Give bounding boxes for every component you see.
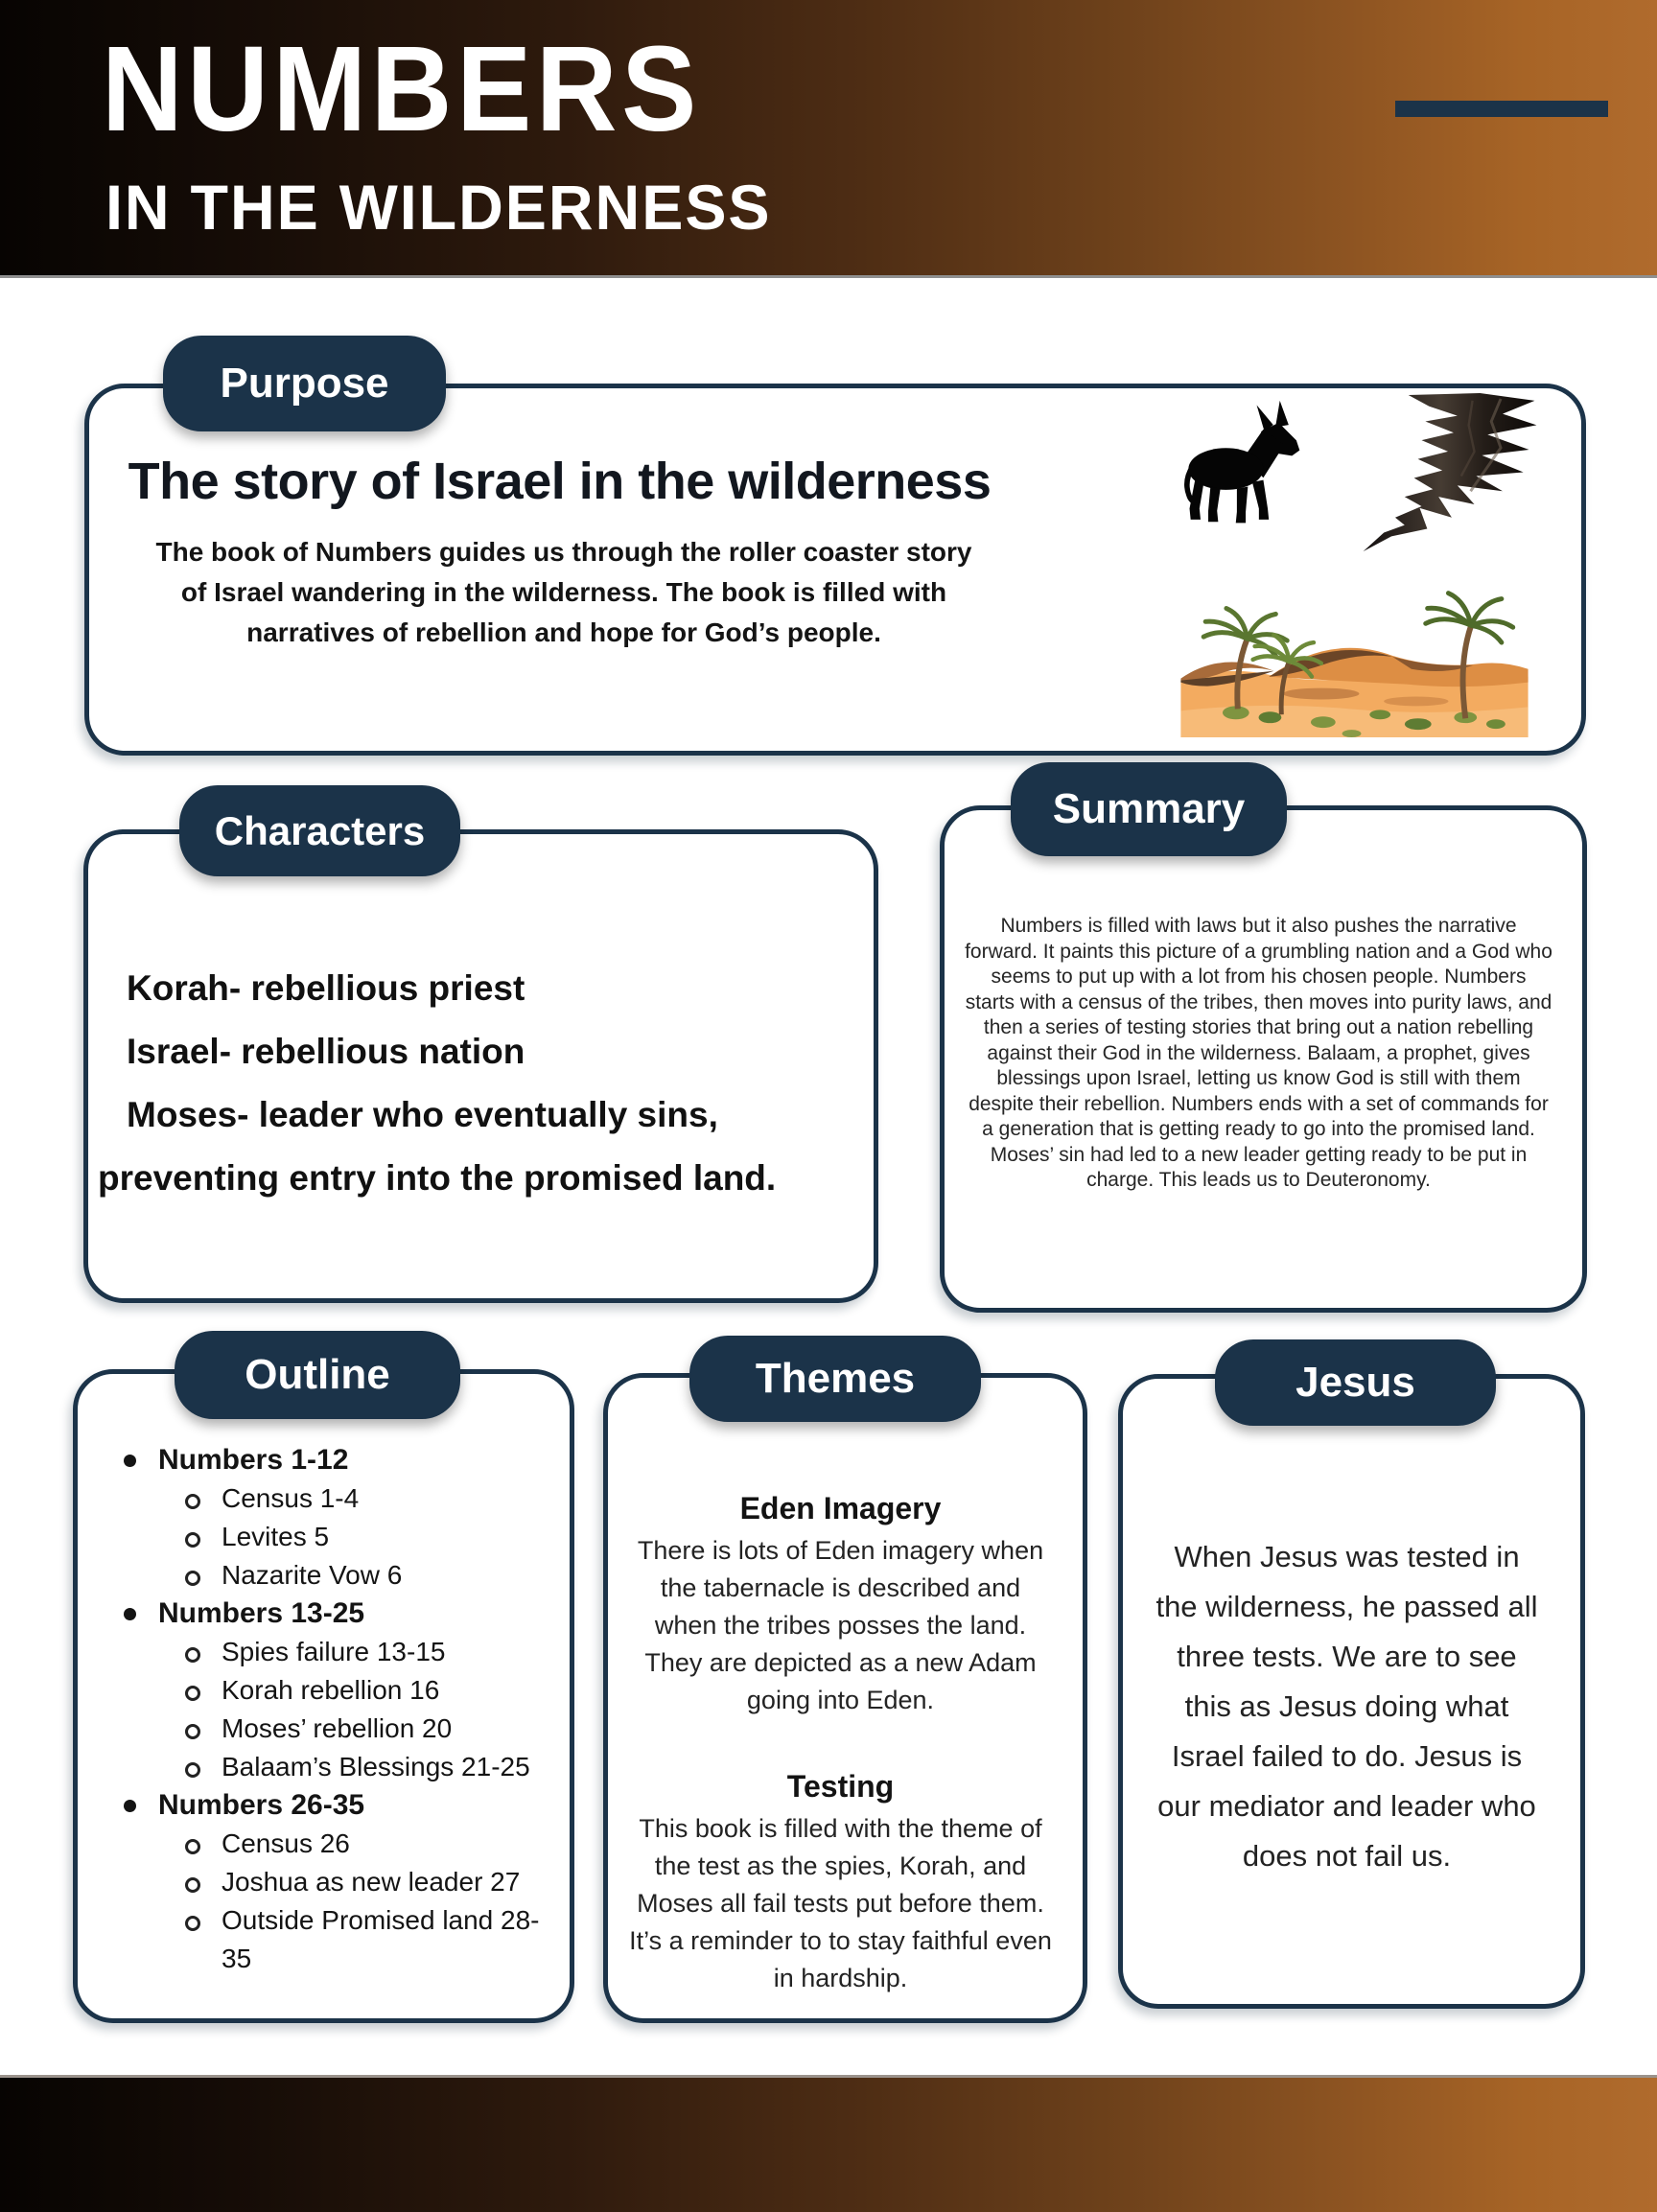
page-subtitle: IN THE WILDERNESS bbox=[105, 172, 772, 243]
outline-item-text: Levites 5 bbox=[222, 1522, 330, 1551]
purpose-body-text: The book of Numbers guides us through the roller coaster story of Israel wandering in the wilderness. The book is filled with narratives of rebellion and hope for God’s people. bbox=[155, 537, 972, 647]
outline-item-text: Census 26 bbox=[222, 1828, 350, 1858]
character-line: Moses- leader who eventually sins, bbox=[127, 1095, 718, 1134]
circle-bullet-icon bbox=[185, 1571, 200, 1586]
outline-item bbox=[78, 1479, 570, 1518]
outline-item bbox=[78, 1710, 570, 1748]
characters-pill bbox=[179, 785, 460, 876]
outline-pill bbox=[175, 1331, 460, 1419]
page-title: NUMBERS bbox=[102, 21, 701, 156]
circle-bullet-icon bbox=[185, 1877, 200, 1893]
outline-section-title bbox=[78, 1441, 570, 1479]
outline-item-text: Census 1-4 bbox=[222, 1483, 360, 1513]
characters-card bbox=[83, 807, 878, 1303]
outline-item-text: Nazarite Vow 6 bbox=[222, 1560, 403, 1590]
circle-bullet-icon bbox=[185, 1916, 200, 1931]
purpose-heading: The story of Israel in the wilderness bbox=[128, 453, 992, 510]
footer-banner bbox=[0, 2075, 1657, 2212]
themes-pill-label: Themes bbox=[755, 1355, 916, 1402]
jesus-body-text: When Jesus was tested in the wilderness, he passed all three tests. We are to see this as Jesus doing what Israel failed to do. Jesus is our mediator and leader who does not fail us. bbox=[1155, 1540, 1538, 1873]
outline-section-title-text: Numbers 13-25 bbox=[158, 1597, 365, 1629]
summary-pill bbox=[1011, 762, 1287, 856]
theme-body-text: This book is filled with the theme of the test as the spies, Korah, and Moses all fail tests put before them. It’s a reminder to to stay faithful even in hardship. bbox=[629, 1814, 1052, 1992]
characters-text bbox=[88, 957, 874, 1210]
themes-card bbox=[603, 1355, 1087, 2023]
desert-oasis-icon bbox=[1176, 559, 1533, 739]
outline-item-text: Moses’ rebellion 20 bbox=[222, 1713, 453, 1743]
outline-item bbox=[78, 1556, 570, 1595]
jesus-pill bbox=[1215, 1339, 1496, 1426]
jesus-pill-label: Jesus bbox=[1295, 1359, 1415, 1406]
purpose-pill-label: Purpose bbox=[220, 360, 389, 407]
bullet-icon bbox=[124, 1800, 136, 1812]
character-line: Israel- rebellious nation bbox=[127, 1032, 525, 1071]
character-line: Korah- rebellious priest bbox=[127, 968, 525, 1008]
circle-bullet-icon bbox=[185, 1647, 200, 1663]
themes-pill bbox=[689, 1336, 981, 1422]
outline-item bbox=[78, 1748, 570, 1786]
theme-title: Testing bbox=[786, 1769, 895, 1804]
outline-section-title bbox=[78, 1786, 570, 1825]
canyon-crack-icon bbox=[1358, 393, 1540, 558]
outline-section-title-text: Numbers 1-12 bbox=[158, 1444, 349, 1476]
purpose-card bbox=[84, 360, 1586, 756]
outline-item bbox=[78, 1863, 570, 1901]
outline-item bbox=[78, 1901, 570, 1978]
outline-item bbox=[78, 1825, 570, 1863]
outline-card bbox=[73, 1351, 574, 2023]
donkey-icon bbox=[1171, 396, 1319, 533]
outline-list bbox=[78, 1441, 570, 1978]
jesus-card bbox=[1118, 1359, 1585, 2009]
circle-bullet-icon bbox=[185, 1494, 200, 1509]
outline-item-text: Spies failure 13-15 bbox=[222, 1637, 446, 1666]
outline-section-title-text: Numbers 26-35 bbox=[158, 1789, 365, 1821]
summary-card bbox=[940, 785, 1587, 1313]
themes-content bbox=[629, 1491, 1052, 2047]
outline-section-title bbox=[78, 1595, 570, 1633]
circle-bullet-icon bbox=[185, 1724, 200, 1739]
characters-pill-label: Characters bbox=[214, 807, 426, 853]
character-line: preventing entry into the promised land. bbox=[98, 1158, 777, 1198]
summary-pill-label: Summary bbox=[1052, 785, 1246, 832]
outline-item-text: Outside Promised land 28-35 bbox=[222, 1905, 540, 1973]
bullet-icon bbox=[124, 1455, 136, 1467]
circle-bullet-icon bbox=[185, 1762, 200, 1778]
outline-item-text: Joshua as new leader 27 bbox=[222, 1867, 521, 1897]
outline-pill-label: Outline bbox=[245, 1351, 390, 1398]
theme-body-text: There is lots of Eden imagery when the tabernacle is described and when the tribes posses the land. They are depicted as a new Adam going into Eden. bbox=[637, 1536, 1044, 1714]
outline-item-text: Korah rebellion 16 bbox=[222, 1675, 440, 1705]
purpose-pill bbox=[163, 336, 446, 431]
summary-body-text: Numbers is filled with laws but it also pushes the narrative forward. It paints this picture of a grumbling nation and a God who seems to put up with a lot from his chosen people. Numbers starts with a census of the tribes, then moves into purity laws, and then a series of testing stories that bring out a nation rebelling against their God in the wilderness. Balaam, a prophet, gives blessings upon Israel, letting us know God is still with them despite their rebellion. Numbers ends with a set of commands for a generation that is getting ready to go into the promised land. Moses’ sin had led to a new leader getting ready to be put in charge. This leads us to Deuteronomy. bbox=[965, 915, 1552, 1191]
outline-item bbox=[78, 1633, 570, 1671]
header-accent-dash bbox=[1395, 101, 1608, 117]
outline-item-text: Balaam’s Blessings 21-25 bbox=[222, 1752, 530, 1781]
header-banner bbox=[0, 0, 1657, 278]
circle-bullet-icon bbox=[185, 1839, 200, 1854]
bullet-icon bbox=[124, 1608, 136, 1620]
circle-bullet-icon bbox=[185, 1686, 200, 1701]
outline-item bbox=[78, 1671, 570, 1710]
circle-bullet-icon bbox=[185, 1532, 200, 1548]
theme-title: Eden Imagery bbox=[739, 1491, 942, 1525]
outline-item bbox=[78, 1518, 570, 1556]
